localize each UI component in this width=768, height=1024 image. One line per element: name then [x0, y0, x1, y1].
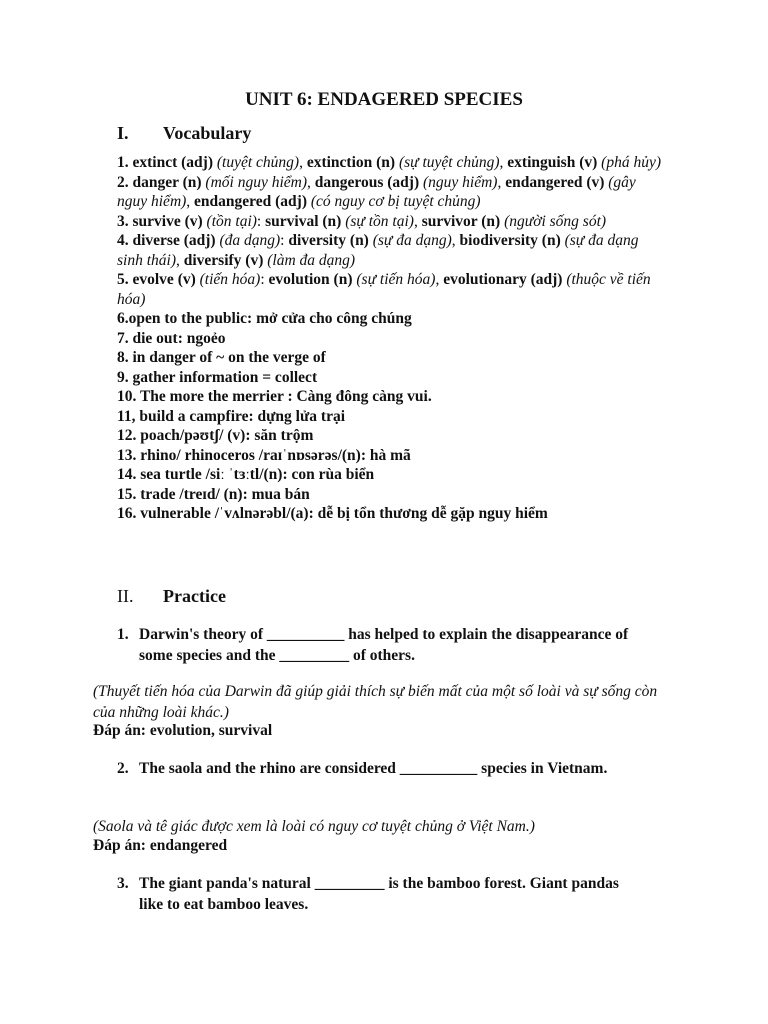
practice-question-3 — [117, 874, 637, 915]
section-label: Practice — [163, 586, 226, 606]
vocab-item: 8. in danger of ~ on the verge of — [117, 349, 326, 366]
vocab-item: 9. gather information = collect — [117, 368, 318, 386]
question-number: 1. — [117, 626, 129, 643]
vocab-item: 14. sea turtle /siː ˈtɜːtl/(n): con rùa biển — [117, 466, 375, 483]
vocab-item: 10. The more the merrier : Càng đông càng vui. — [117, 388, 432, 405]
vocab-item: 12. poach/pəʊtʃ/ (v): săn trộm — [117, 427, 314, 444]
section-heading-practice — [117, 585, 226, 607]
vocab-item: 15. trade /treɪd/ (n): mua bán — [117, 485, 310, 503]
question-number: 2. — [117, 760, 129, 777]
vocab-item: 2. danger (n) (mối nguy hiểm), dangerous (adj) (nguy hiểm), endangered (v) (gây nguy hiểm), endangered (adj) (có nguy cơ bị tuyệt chủng) — [117, 173, 636, 210]
question-answer: Đáp án: evolution, survival — [93, 722, 273, 739]
question-translation: (Saola và tê giác được xem là loài có nguy cơ tuyệt chủng ở Việt Nam.) — [93, 818, 535, 835]
question-text: The giant panda's natural _________ is the bamboo forest. Giant pandas like to eat bamboo leaves. — [139, 875, 619, 913]
section-heading-vocabulary — [117, 122, 251, 144]
vocab-item: 13. rhino/ rhinoceros /raɪˈnɒsərəs/(n): hà mã — [117, 446, 411, 464]
practice-question-2 — [117, 759, 637, 780]
vocab-item: 6.open to the public: mở cửa cho công chúng — [117, 310, 412, 327]
vocab-item: 16. vulnerable /ˈvʌlnərəbl/(a): dễ bị tổn thương dễ gặp nguy hiểm — [117, 505, 548, 522]
section-number: I. — [117, 123, 129, 143]
practice-question-1 — [117, 625, 637, 666]
vocab-item: 7. die out: ngoẻo — [117, 329, 226, 347]
vocabulary-list — [117, 153, 667, 524]
question-number: 3. — [117, 875, 129, 892]
vocab-item: 11, build a campfire: dựng lửa trại — [117, 407, 346, 425]
vocab-item: 3. survive (v) (tồn tại): survival (n) (sự tồn tại), survivor (n) (người sống sót) — [117, 212, 607, 230]
page-title: UNIT 6: ENDAGERED SPECIES — [245, 89, 523, 110]
section-label: Vocabulary — [163, 123, 252, 143]
question-text: The saola and the rhino are considered __________ species in Vietnam. — [139, 760, 608, 777]
vocab-item: 5. evolve (v) (tiến hóa): evolution (n) (sự tiến hóa), evolutionary (adj) (thuộc về tiến hóa) — [117, 271, 651, 308]
question-translation: (Thuyết tiến hóa của Darwin đã giúp giải thích sự biến mất của một số loài và sự sống còn của những loài khác.) — [93, 683, 658, 721]
section-number: II. — [117, 586, 134, 606]
vocab-item: 1. extinct (adj) (tuyệt chủng), extinction (n) (sự tuyệt chủng), extinguish (v) (phá hủy) — [117, 154, 661, 171]
vocab-item: 4. diverse (adj) (đa dạng): diversity (n) (sự đa dạng), biodiversity (n) (sự đa dạng sinh thái), diversify (v) (làm đa dạng) — [117, 232, 639, 269]
question-text: Darwin's theory of __________ has helped to explain the disappearance of some species and the _________ of others. — [139, 626, 629, 664]
question-answer: Đáp án: endangered — [93, 837, 228, 854]
